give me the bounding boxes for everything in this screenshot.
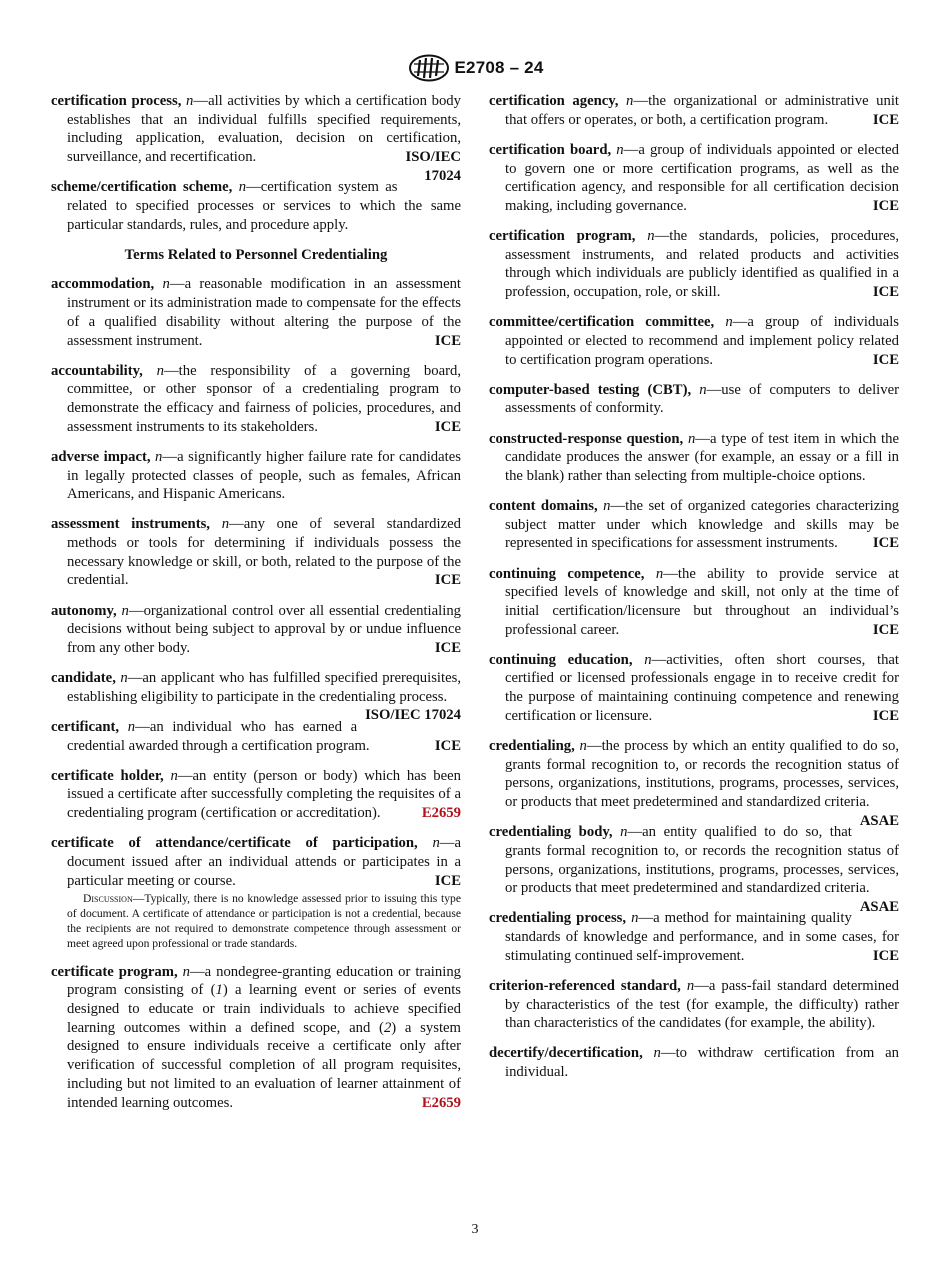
term: scheme/certification scheme, [51,179,233,196]
definition: —a group of individuals appointed or elected to recommend and implement policy related to certification program operations. [505,314,899,368]
term: constructed-response question, [489,430,684,447]
term: accommodation, [51,276,155,293]
part-of-speech: n [626,93,634,109]
definition-entry [489,565,899,640]
source-tag: ICE [434,872,461,889]
definition-part: ) a system designed to ensure individuals receive a certificate only after verification of successful completion of all program requisites, including but not limited to an evaluation of learner attainment of intended learning outcomes. [67,1019,461,1111]
part-of-speech: n [603,498,611,514]
definition: —all activities by which a certification body establishes that an individual fulfills specified requirements, including application, evaluation, decision on certification, surveillance, and recertification. [67,93,461,166]
definition-entry [489,737,900,829]
definition: —an entity qualified to do so, that grants formal recognition to, or records the recognition status of persons, organizations, institutions, programs, processes, services, or products that meet predetermined and standardized criteria. [505,824,899,897]
definition: —a reasonable modification in an assessment instrument or its administration made to compensate for the effects of a qualified disability without altering the purpose of the assessment instrument. [67,276,462,349]
definition-entry [489,497,899,553]
term: certification board, [489,141,612,158]
term: credentialing, [489,737,575,754]
term: certification process, [51,93,182,109]
part-of-speech: n [121,602,129,619]
term: continuing education, [489,651,633,668]
definition-entry [51,275,461,350]
definition: —the set of organized categories characterizing subject matter under which knowledge and skills may be represented in specifications for assessment instruments. [505,498,900,552]
term: content domains, [489,498,598,514]
definition-entry [489,651,899,726]
source-tag: ICE [872,535,899,552]
definition: —a group of individuals appointed or elected to govern one or more certification programs, as well as the certification agency, and responsible for all certification decision making, including governance. [505,141,899,214]
source-tag: ICE [872,621,899,638]
definition-entry [489,823,899,915]
part-of-speech: n [631,910,639,927]
page-header [0,53,950,83]
part-of-speech: n [120,670,128,687]
definition-entry [489,381,899,418]
source-tag: ICE [434,639,461,656]
part-of-speech: n [156,362,164,379]
source-tag: ISO/IEC 17024 [405,149,461,184]
source-tag: ICE [434,418,461,435]
part-of-speech: n [620,824,628,841]
part-of-speech: n [699,381,707,398]
definition-part: —a nondegree-granting education or training program consisting of ( [67,963,462,999]
definition-entry [51,515,461,590]
definition-entry [51,669,461,724]
discussion-note [51,891,461,951]
definition-part: ) a learning event or series of events designed to educate or train individuals to achieve specified learning outcomes within a defined scope, and ( [67,982,461,1036]
definition-entry [489,909,899,965]
part-of-speech: n [127,718,136,735]
part-of-speech: n [162,276,170,293]
definition: —a method for maintaining quality standards of knowledge and performance, and in some cases, for stimulating continued self-improvement. [505,910,899,964]
term: credentialing process, [489,910,627,927]
definition: —the responsibility of a governing board, committee, or other sponsor of a credentialing program to demonstrate the efficacy and fairness of policies, procedures, and assessment instruments to its stakeholders. [67,362,462,435]
definition-entry [51,963,461,1113]
source-tag: ICE [434,332,461,349]
part-of-speech: n [221,516,230,533]
definition: —a document issued after an individual attends or participates in a particular meeting or course. [67,835,462,889]
term: autonomy, [51,602,117,619]
term: adverse impact, [51,448,151,465]
term: certification agency, [489,93,619,109]
term: decertify/decertification, [489,1045,643,1062]
discussion-label: Discussion [83,892,133,906]
section-heading: Terms Related to Personnel Credentialing [124,246,388,263]
part-of-speech: n [655,565,664,582]
part-of-speech: n [186,93,194,109]
term: certification program, [489,228,636,244]
term: continuing competence, [489,565,645,582]
part-of-speech: n [644,651,652,668]
source-tag: ICE [872,351,899,368]
definition: —an individual who has earned a credential awarded through a certification program. [67,718,370,754]
definition-entry [51,362,461,437]
source-tag: ICE [872,111,899,128]
definition-entry [489,141,899,216]
term: certificate of attendance/certificate of participation, [51,835,418,852]
term: committee/certification committee, [489,314,715,331]
definition: —an applicant who has fulfilled specified prerequisites, establishing eligibility to participate in the credentialing process. [67,670,461,705]
definition-entry [51,92,461,184]
definition-entry [489,1044,899,1081]
page-number: 3 [471,1222,479,1237]
source-tag: ICE [872,707,899,724]
definition-entry [51,602,461,658]
definition-entry [489,227,899,302]
definition: —a type of test item in which the candidate produces the answer (for example, an essay or a fill in the blank) rather than selecting from multiple-choice options. [505,430,900,484]
definition-entry [489,92,899,129]
definition-entry [489,430,899,486]
term: accountability, [51,362,143,379]
definition: —the process by which an entity qualified to do so, grants formal recognition to, or records the recognition status of persons, organizations, institutions, programs, processes, services, or products that meet predetermined and standardized criteria. [505,737,900,811]
right-column [489,92,899,1093]
definition: —to withdraw certification from an individual. [505,1045,899,1081]
source-link[interactable]: E2659 [421,805,461,822]
part-of-speech: n [616,141,624,158]
term: certificate program, [51,963,178,980]
part-of-speech: n [579,737,587,754]
part-of-speech: n [238,179,247,196]
definition-entry [51,834,461,951]
source-tag: ASAE [859,898,899,915]
source-tag: ICE [872,284,899,301]
definition: —a significantly higher failure rate for candidates in legally protected classes of people, such as females, African Americans, and Hispanic Americans. [67,448,461,503]
source-tag: ICE [434,737,461,754]
definition: —certification system as related to specified processes or services to which the same particular standards, rules, and procedure apply. [67,179,461,233]
astm-logo-icon [407,54,451,82]
part-of-speech: n [432,835,440,852]
part-of-speech: n [686,977,695,994]
source-tag: ISO/IEC 17024 [365,707,461,724]
term: assessment instruments, [51,516,210,533]
left-column [51,92,461,1124]
definition-entry [489,313,899,369]
definition-entry [489,977,899,1033]
part-of-speech: n [647,228,655,244]
term: criterion-referenced standard, [489,977,681,994]
part-of-speech: n [687,430,696,447]
part-of-speech: n [155,448,163,465]
document-id: E2708 – 24 [454,58,544,77]
definition: —a pass-fail standard determined by characteristics of the test (for example, the difficulty) rather than characteristics of the candidates (for example, the ability). [505,977,899,1032]
definition: —use of computers to deliver assessments of conformity. [505,381,899,417]
list-number: 1 [215,982,223,999]
source-tag: ICE [872,197,899,214]
definition-entry [51,448,461,504]
part-of-speech: n [182,963,190,980]
definition-entry [51,767,461,823]
source-tag: ICE [872,947,899,964]
term: computer-based testing (CBT), [489,381,692,398]
term: credentialing body, [489,824,613,841]
definition: —the organizational or administrative unit that offers or operates, or both, a certification program. [505,93,900,128]
part-of-speech: n [170,767,178,784]
discussion-text: —Typically, there is no knowledge assessed prior to issuing this type of document. A certificate of attendance or participation is not a credential, because the recipients are not required to demonstrate competence through assessment or meet agreed upon professional or trade standards. [67,892,461,951]
part-of-speech: n [653,1045,661,1062]
definition-entry [51,178,461,234]
definition: —activities, often short courses, that certified or licensed professionals engage in to receive credit for the purpose of maintaining continuing competence and renewing certification or licensure. [505,651,900,724]
term: certificate holder, [51,767,164,784]
definition: —organizational control over all essential credentialing decisions without being subject to approval by or undue influence from any other body. [67,602,462,656]
term: candidate, [51,670,116,687]
definition: —the standards, policies, procedures, assessment instruments, and related products and activities through which individuals are publicly identified as qualified in a profession, occupation, role, or skill. [505,228,900,301]
definition: —an entity (person or body) which has been issued a certificate after successfully completing the requisites of a credentialing program (certification or accreditation). [67,767,462,822]
term: certificant, [51,718,120,735]
source-tag: ICE [434,572,461,589]
definition: —any one of several standardized methods or tools for determining if individuals possess the necessary knowledge or skill, or both, related to the purpose of the credential. [67,516,461,589]
list-number: 2 [383,1019,392,1036]
source-tag: ASAE [859,812,899,829]
definition: —the ability to provide service at specified levels of knowledge and skill, not only at the time of initial certification/licensure but throughout an individual’s professional career. [505,565,899,638]
part-of-speech: n [725,314,733,331]
source-link[interactable]: E2659 [421,1094,461,1111]
